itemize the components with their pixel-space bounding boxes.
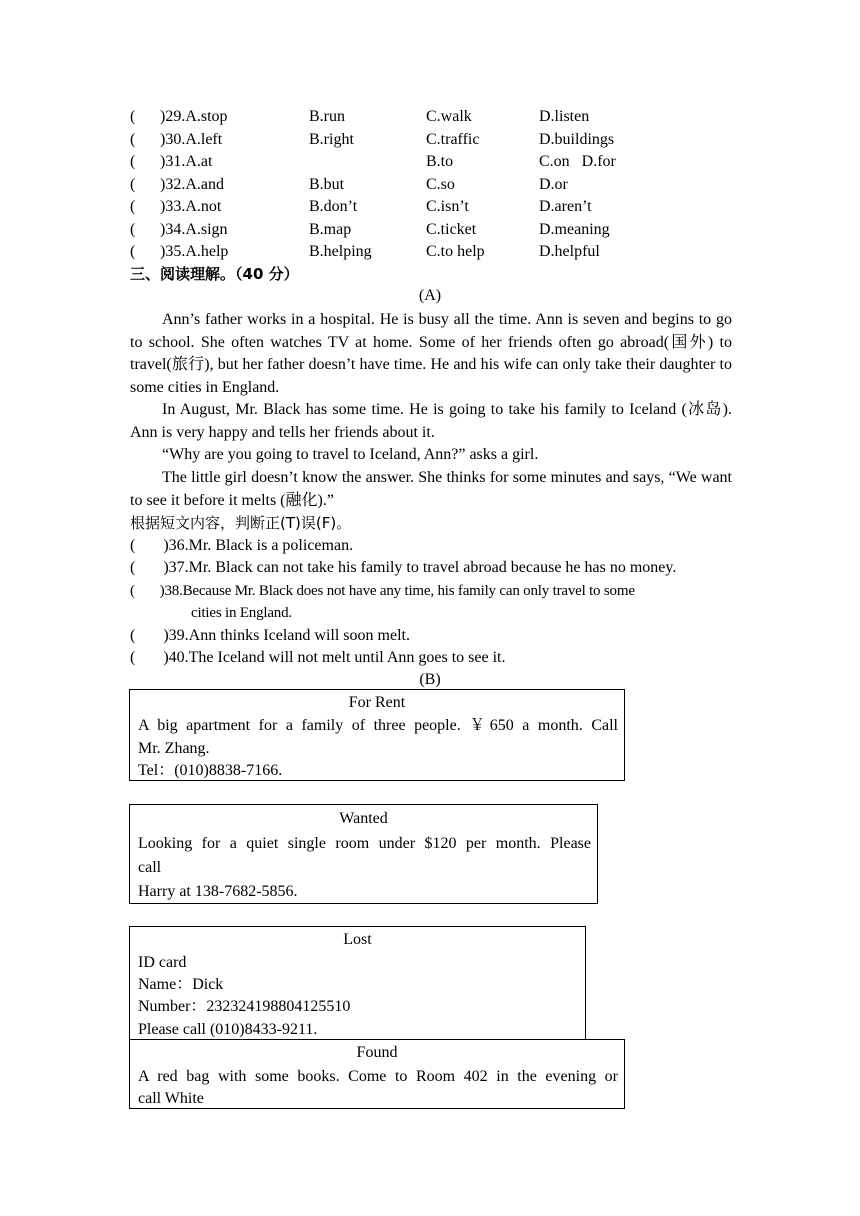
- notice-line: Mr. Zhang.: [138, 740, 210, 757]
- option-a: )31.A.at: [160, 153, 213, 170]
- notice-line: Harry at 138-7682-5856.: [138, 883, 298, 900]
- answer-paren: (: [130, 153, 136, 170]
- option-b: B.map: [309, 221, 352, 238]
- question-37: ( )37.Mr. Black can not take his family to travel abroad because he has no money.: [130, 559, 677, 576]
- option-b: B.run: [309, 108, 345, 125]
- passage-a-paragraph-2: In August, Mr. Black has some time. He is going to take his family to Iceland (冰岛). Ann is very happy and tells her friends about it.: [130, 401, 732, 441]
- option-d: D.or: [539, 176, 568, 193]
- passage-a-paragraph-4: The little girl doesn’t know the answer. She thinks for some minutes and says, “We want to see it before it melts (融化).”: [130, 469, 732, 509]
- tf-instruction: 根据短文内容，判断正(T)误(F)。: [130, 514, 352, 532]
- option-a: )29.A.stop: [160, 108, 228, 125]
- option-b: B.right: [309, 131, 354, 148]
- notice-line: call White: [138, 1090, 204, 1107]
- answer-paren: (: [130, 108, 136, 125]
- answer-paren: (: [130, 221, 136, 238]
- option-b: B.don’t: [309, 198, 358, 215]
- option-c: C.ticket: [426, 221, 477, 238]
- option-d: D.helpful: [539, 243, 600, 260]
- notice-title: For Rent: [348, 694, 406, 711]
- question-39: ( )39.Ann thinks Iceland will soon melt.: [130, 627, 410, 644]
- option-b: B.but: [309, 176, 345, 193]
- option-c: B.to: [426, 153, 454, 170]
- notice-line: A big apartment for a family of three people. ￥650 a month. Call: [138, 717, 618, 734]
- option-c: C.to help: [426, 243, 485, 260]
- option-b: B.helping: [309, 243, 372, 260]
- option-d: D.meaning: [539, 221, 610, 238]
- notice-lost: [129, 926, 586, 1042]
- notice-title: Wanted: [339, 810, 388, 827]
- notice-found: [129, 1039, 625, 1109]
- option-a: )33.A.not: [160, 198, 222, 215]
- passage-a-paragraph-3: “Why are you going to travel to Iceland, Ann?” asks a girl.: [162, 446, 539, 463]
- notice-line: A red bag with some books. Come to Room 402 in the evening or: [138, 1068, 618, 1085]
- notice-title: Lost: [343, 931, 372, 948]
- option-d: D.buildings: [539, 131, 615, 148]
- option-d: C.on D.for: [539, 153, 616, 170]
- option-c: C.walk: [426, 108, 472, 125]
- option-a: )30.A.left: [160, 131, 223, 148]
- notice-title: Found: [356, 1044, 398, 1061]
- notice-line: ID card: [138, 954, 187, 971]
- option-c: C.traffic: [426, 131, 480, 148]
- passage-a-label: (A): [418, 287, 442, 304]
- question-38: ( )38.Because Mr. Black does not have any time, his family can only travel to some: [130, 583, 635, 599]
- answer-paren: (: [130, 243, 136, 260]
- option-a: )32.A.and: [160, 176, 224, 193]
- answer-paren: (: [130, 198, 136, 215]
- notice-line: call: [138, 859, 162, 876]
- answer-paren: (: [130, 176, 136, 193]
- notice-line: Name：Dick: [138, 976, 224, 993]
- option-d: D.aren’t: [539, 198, 592, 215]
- option-c: C.so: [426, 176, 455, 193]
- question-36: ( )36.Mr. Black is a policeman.: [130, 537, 354, 554]
- option-d: D.listen: [539, 108, 590, 125]
- question-40: ( )40.The Iceland will not melt until Ann goes to see it.: [130, 649, 506, 666]
- section-heading: 三、阅读理解。（40 分）: [130, 265, 299, 283]
- notice-wanted: [129, 804, 598, 904]
- passage-b-label: (B): [419, 671, 441, 688]
- notice-for-rent: [129, 689, 625, 781]
- answer-paren: (: [130, 131, 136, 148]
- question-38-continued: cities in England.: [191, 605, 292, 621]
- option-c: C.isn’t: [426, 198, 469, 215]
- option-a: )35.A.help: [160, 243, 229, 260]
- passage-a-paragraph-1: Ann’s father works in a hospital. He is busy all the time. Ann is seven and begins to go to school. She often watches TV at home. Some of her friends often go abroad(国外) to travel(旅行), but her father doesn’t have time. He and his wife can only take their daughter to some cities in England.: [130, 311, 732, 396]
- notice-line: Number：232324198804125510: [138, 998, 351, 1015]
- notice-line: Looking for a quiet single room under $120 per month. Please: [138, 835, 591, 852]
- option-a: )34.A.sign: [160, 221, 228, 238]
- notice-line: Please call (010)8433-9211.: [138, 1021, 318, 1038]
- notice-line: Tel：(010)8838-7166.: [138, 762, 283, 779]
